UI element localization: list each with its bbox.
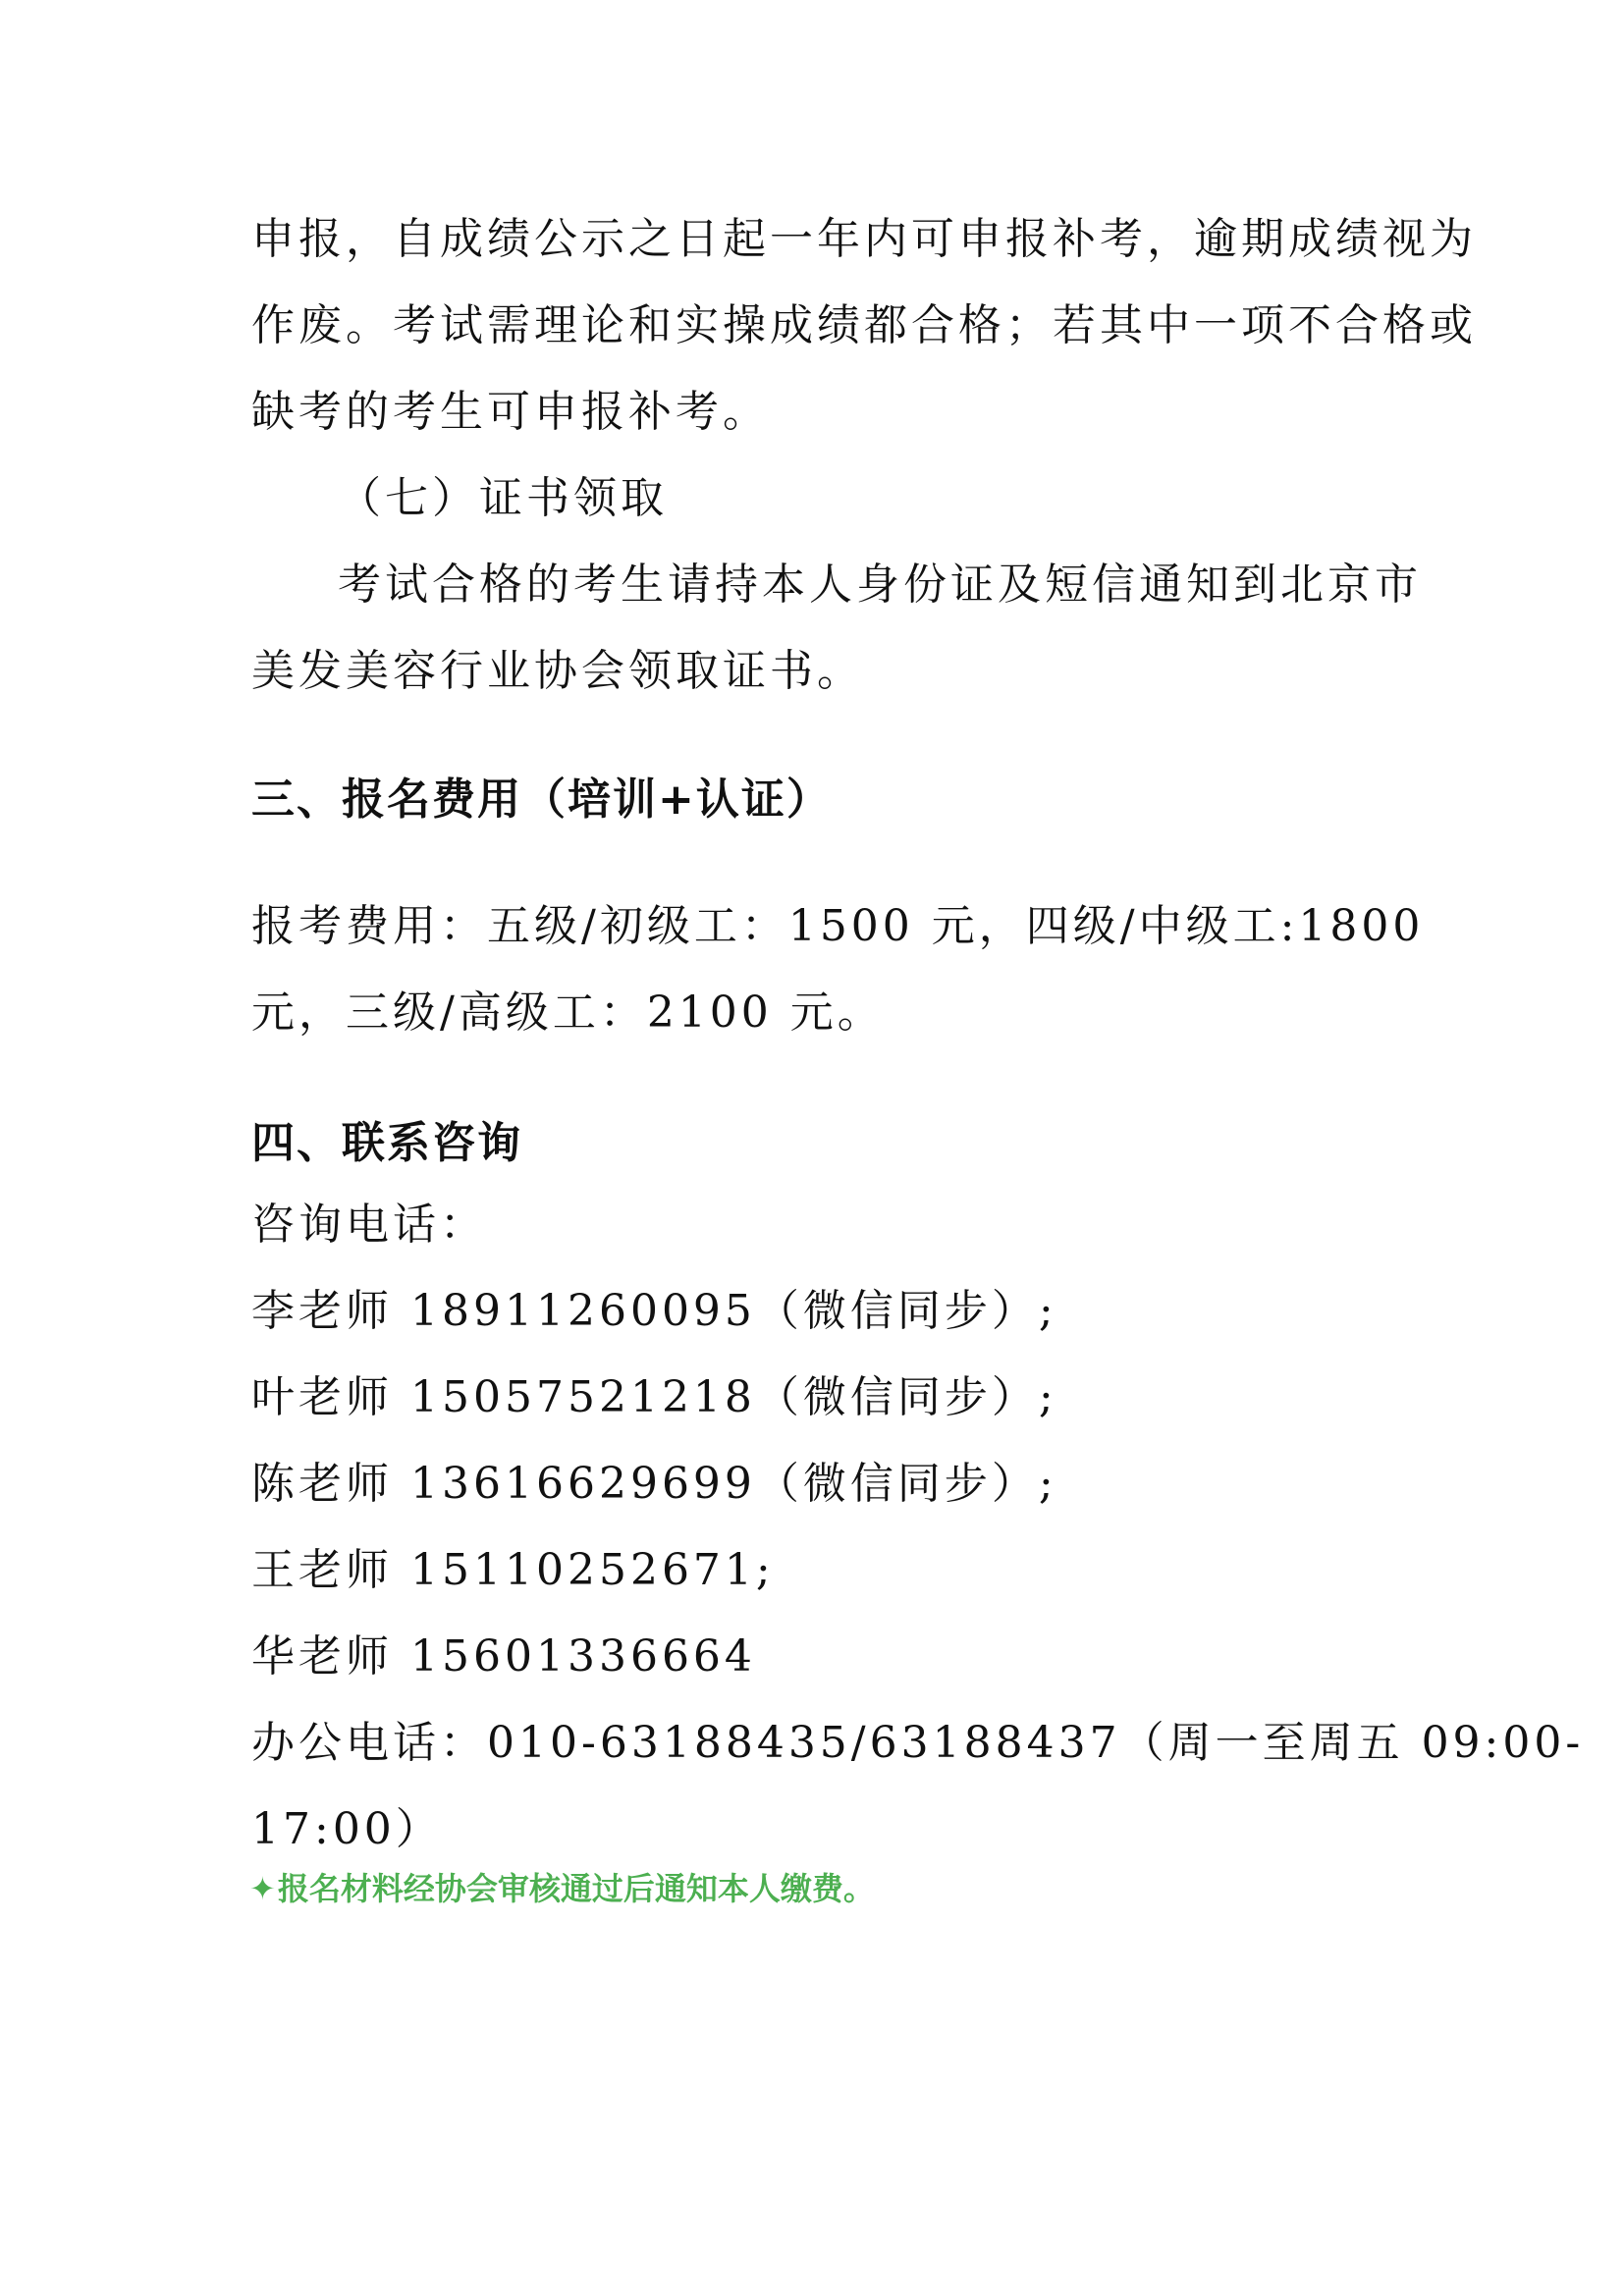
contact-line: 王老师 15110252671; [251, 1545, 775, 1595]
cert-line-2: 美发美容行业协会领取证书。 [251, 646, 864, 696]
contact-line: 李老师 18911260095（微信同步）; [251, 1286, 1057, 1336]
section-heading-contact: 四、联系咨询 [251, 1118, 522, 1168]
star-icon: ✦ [249, 1870, 276, 1907]
office-phone-line-2: 17:00） [251, 1804, 443, 1854]
section-heading-fees: 三、报名费用（培训+认证） [251, 774, 832, 825]
fee-line-2: 元，三级/高级工：2100 元。 [251, 988, 885, 1038]
subheading-certificate: （七）证书领取 [338, 473, 668, 523]
cert-line-1: 考试合格的考生请持本人身份证及短信通知到北京市 [338, 560, 1422, 610]
contact-line: 叶老师 15057521218（微信同步）; [251, 1372, 1057, 1422]
paragraph-line-2: 作废。考试需理论和实操成绩都合格；若其中一项不合格或 [251, 300, 1477, 350]
contact-line: 华老师 15601336664 [251, 1631, 756, 1682]
payment-note-text: 报名材料经协会审核通过后通知本人缴费。 [277, 1870, 875, 1907]
phone-label: 咨询电话： [251, 1200, 487, 1250]
paragraph-line-3: 缺考的考生可申报补考。 [251, 387, 770, 437]
payment-note [249, 1867, 875, 1910]
paragraph-line-1: 申报，自成绩公示之日起一年内可申报补考，逾期成绩视为 [251, 214, 1477, 264]
office-phone-line-1: 办公电话：010-63188435/63188437（周一至周五 09:00- [251, 1718, 1585, 1768]
contact-line: 陈老师 13616629699（微信同步）; [251, 1459, 1057, 1509]
fee-line-1: 报考费用：五级/初级工：1500 元，四级/中级工:1800 [251, 901, 1425, 951]
